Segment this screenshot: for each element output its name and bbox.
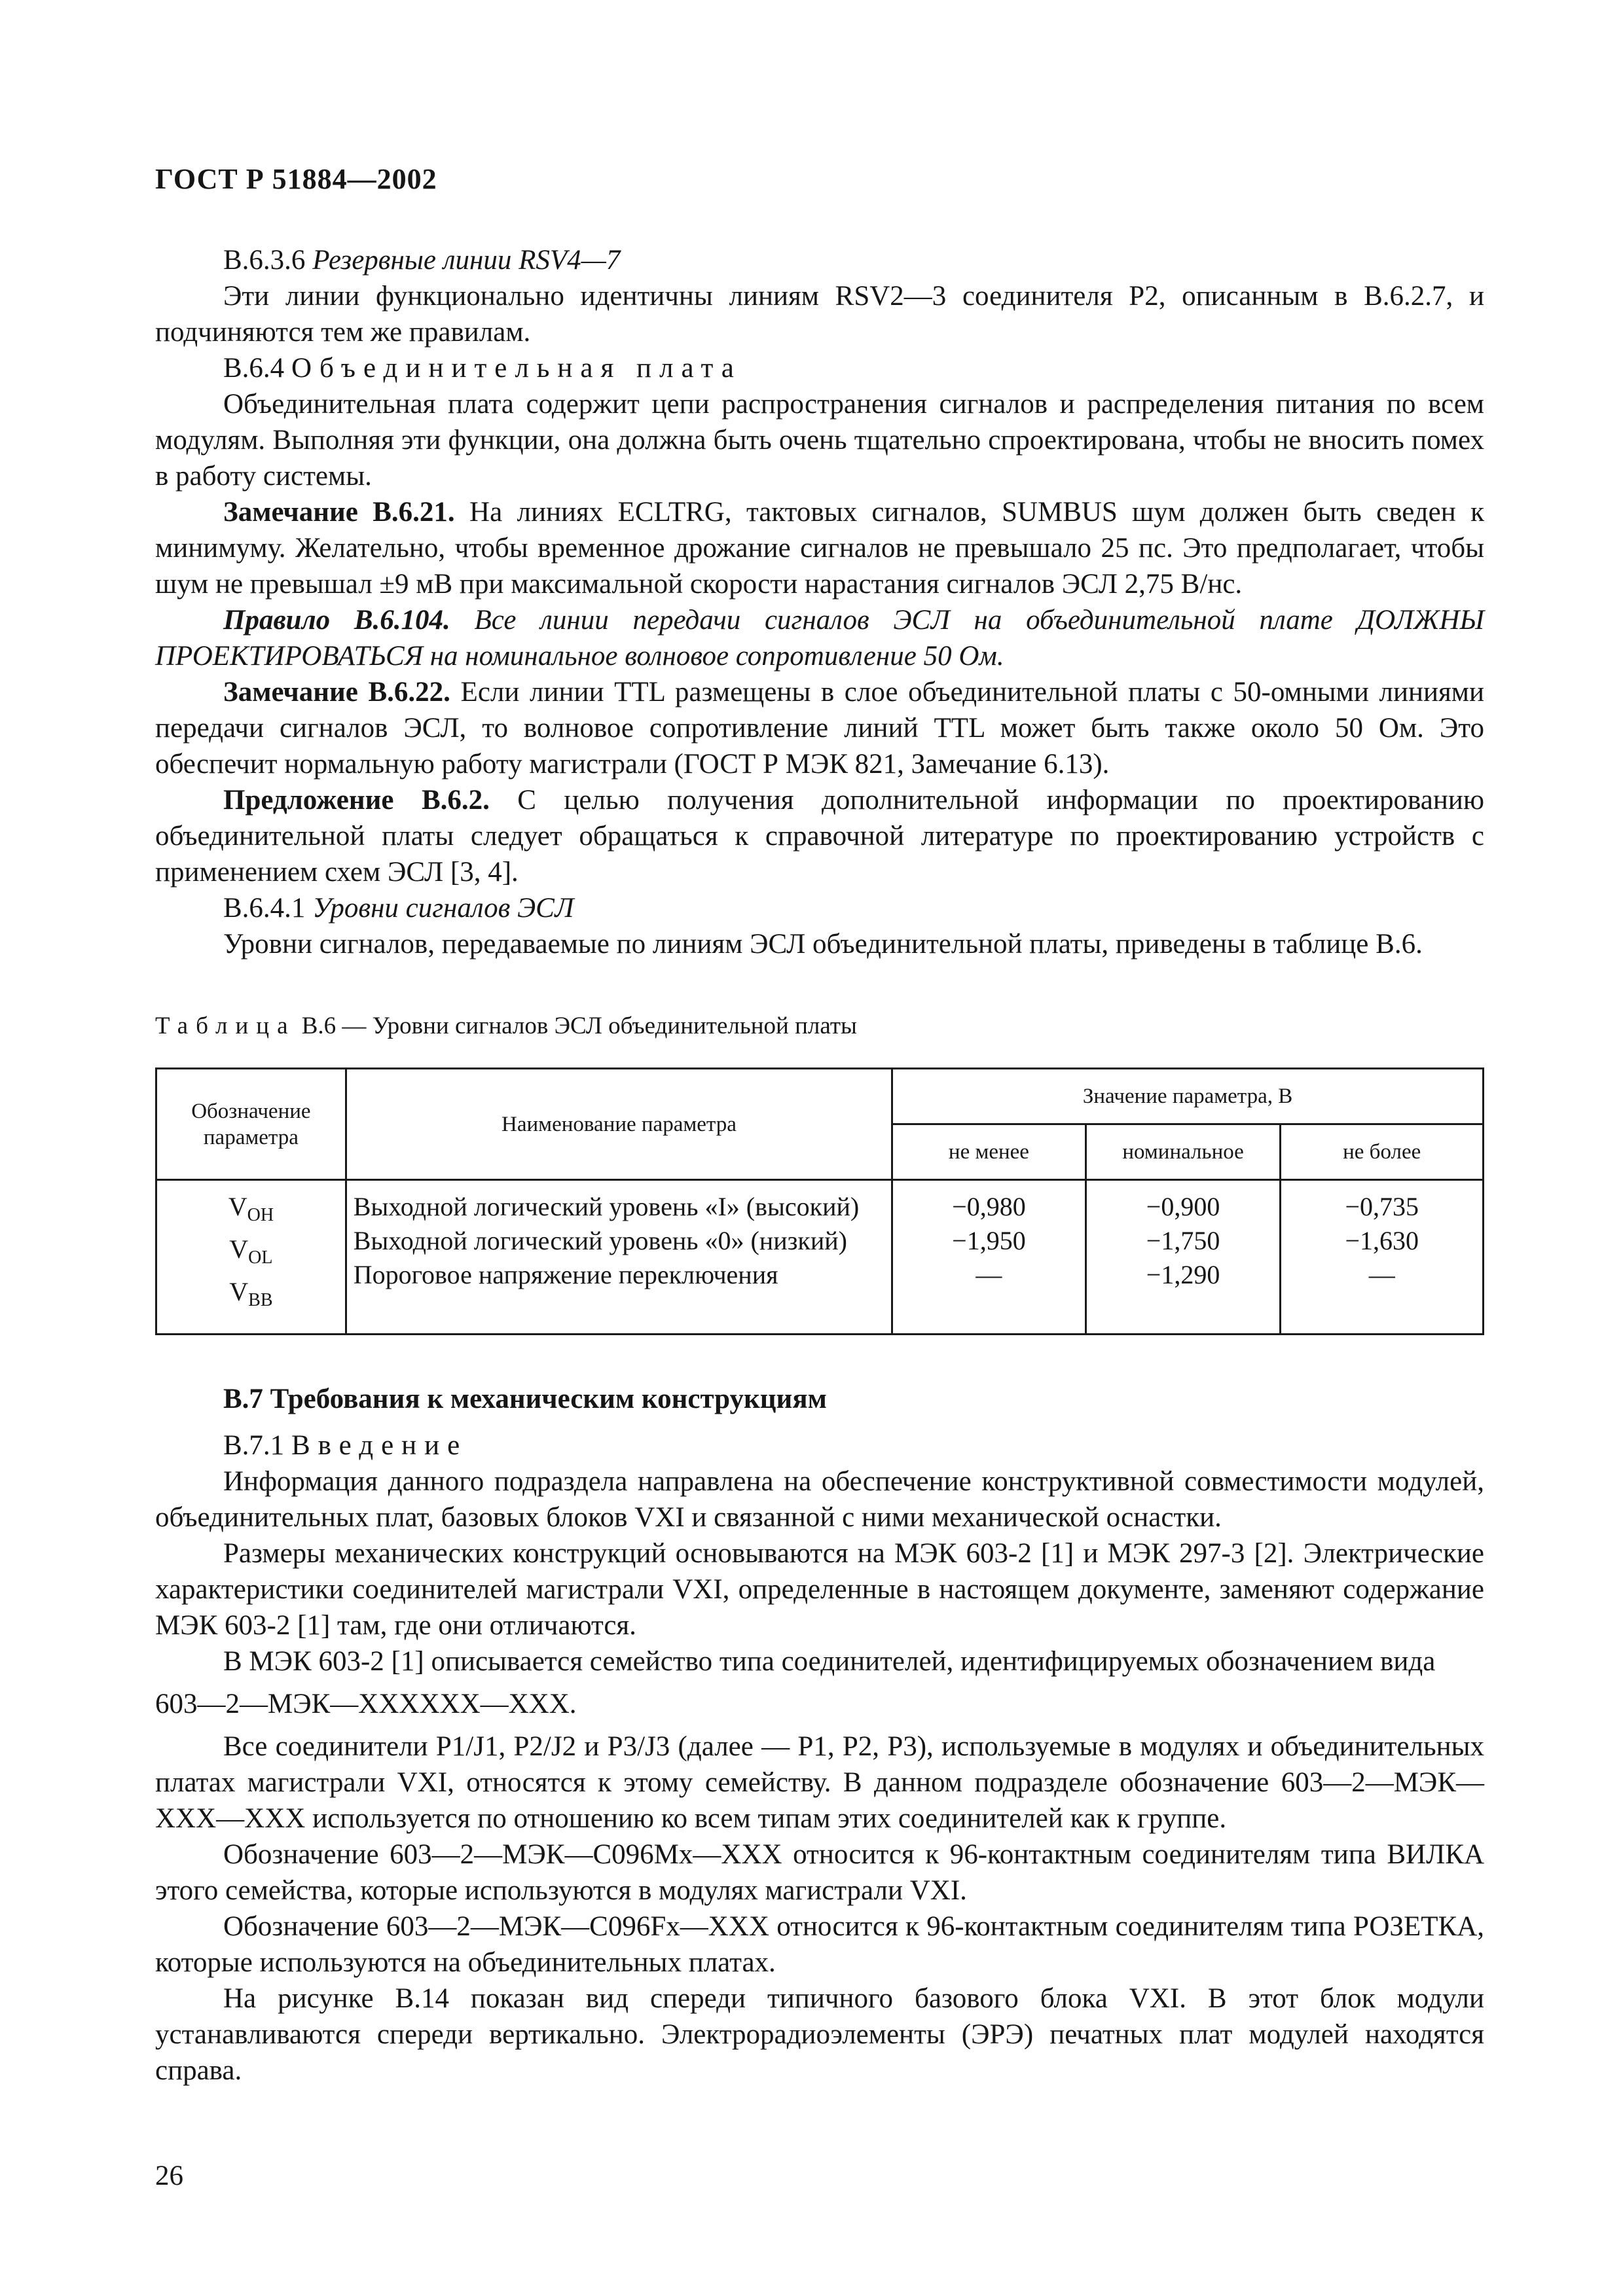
paragraph: Обозначение 603—2—МЭК—C096Fx—XXX относится к 96-контактным соединителям типа РОЗЕТКА, которые используются на объединительных платах. bbox=[155, 1911, 1484, 1978]
paragraph: Все соединители P1/J1, P2/J2 и P3/J3 (далее — P1, P2, P3), используемые в модулях и объединительных платах магистрали VXI, относятся к этому семейству. В данном подразделе обозначение 603—2—МЭК—XXX—XXX используется по отношению ко всем типам этих соединителей как к группе. bbox=[155, 1731, 1484, 1834]
rule-text: Все линии передачи сигналов ЭСЛ на объединительной плате ДОЛЖНЫ ПРОЕКТИРОВАТЬСЯ на номинальное волновое сопротивление 50 Ом. bbox=[155, 605, 1485, 672]
rule-paragraph bbox=[155, 602, 1484, 674]
subsection-title: Объединительная плата bbox=[291, 353, 742, 384]
symbol-vbb: $V_{BB}$ bbox=[229, 1277, 273, 1310]
subsection-heading bbox=[155, 242, 1484, 278]
paragraph: На рисунке В.14 показан вид спереди типичного базового блока VXI. В этот блок модули устанавливаются спереди вертикально. Электрорадиоэлементы (ЭРЭ) печатных плат модулей находятся справа. bbox=[155, 1983, 1484, 2086]
table-caption bbox=[155, 1008, 1484, 1044]
paragraph: Размеры механических конструкций основываются на МЭК 603-2 [1] и МЭК 297-3 [2]. Электрические характеристики соединителей магистрали VXI, определенные в настоящем документе, заменяют содержание МЭК 603-2 [1] там, где они отличаются. bbox=[155, 1538, 1484, 1641]
note-paragraph bbox=[155, 494, 1484, 602]
table-header-max: не более bbox=[1281, 1124, 1484, 1180]
subsection-number: В.7.1 bbox=[223, 1430, 285, 1461]
document-header: ГОСТ Р 51884—2002 bbox=[155, 163, 437, 195]
note-label: Замечание В.6.21. bbox=[223, 497, 455, 528]
table-header-nom: номинальное bbox=[1085, 1124, 1281, 1180]
subsection-heading bbox=[155, 890, 1484, 926]
table-header-value: Значение параметра, В bbox=[892, 1069, 1484, 1124]
table-caption-word: Таблица bbox=[155, 1013, 296, 1039]
table-header-symbol: Обозначение параметра bbox=[156, 1069, 346, 1180]
symbol-vol: $V_{OL}$ bbox=[229, 1234, 273, 1268]
paragraph: Объединительная плата содержит цепи распространения сигналов и распределения питания по всем модулям. Выполняя эти функции, она должна быть очень тщательно спроектирована, чтобы не вносить помех в работу системы. bbox=[155, 389, 1484, 492]
table-cell-symbols bbox=[156, 1180, 346, 1335]
note-text: Если линии TTL размещены в слое объединительной платы с 50-омными линиями передачи сигналов ЭСЛ, то волновое сопротивление линий TTL может быть также около 50 Ом. Это обеспечит нормальную работу магистрали (ГОСТ Р МЭК 821, Замечание 6.13). bbox=[155, 677, 1484, 780]
paragraph: Информация данного подраздела направлена на обеспечение конструктивной совместимости модулей, объединительных плат, базовых блоков VXI и связанной с ними механической оснастки. bbox=[155, 1466, 1484, 1533]
paragraph: Обозначение 603—2—МЭК—C096Mx—XXX относится к 96-контактным соединителям типа ВИЛКА этого семейства, которые используются в модулях магистрали VXI. bbox=[155, 1839, 1484, 1906]
table-cell-names: Выходной логический уровень «I» (высокий) Выходной логический уровень «0» (низкий) Пороговое напряжение переключения bbox=[346, 1180, 892, 1335]
subsection-heading bbox=[155, 1427, 1484, 1463]
rule-label: Правило В.6.104. bbox=[223, 605, 450, 636]
paragraph: Эти линии функционально идентичны линиям RSV2—3 соединителя Р2, описанным в В.6.2.7, и подчиняются тем же правилам. bbox=[155, 281, 1484, 348]
subsection-number: В.6.4.1 bbox=[223, 893, 306, 924]
note-label: Замечание В.6.22. bbox=[223, 677, 450, 708]
page-number: 26 bbox=[155, 2161, 183, 2191]
subsection-number: В.6.3.6 bbox=[223, 245, 306, 276]
subsection-heading bbox=[155, 350, 1484, 386]
designation-formula: 603—2—МЭК—XXXXXX—XXX. bbox=[155, 1689, 577, 1719]
subsection-number: В.6.4 bbox=[223, 353, 285, 384]
document-body bbox=[155, 242, 1484, 2089]
symbol-voh: $V_{OH}$ bbox=[228, 1192, 274, 1225]
signal-levels-table bbox=[155, 1067, 1484, 1335]
subsection-title: Резервные линии RSV4—7 bbox=[312, 245, 621, 276]
table-header-min: не менее bbox=[892, 1124, 1086, 1180]
table-caption-text: В.6 — Уровни сигналов ЭСЛ объединительной платы bbox=[295, 1013, 857, 1039]
table-cell-min: −0,980 −1,950 — bbox=[892, 1180, 1086, 1335]
note-paragraph bbox=[155, 674, 1484, 782]
table-cell-nom: −0,900 −1,750 −1,290 bbox=[1085, 1180, 1281, 1335]
table-cell-max: −0,735 −1,630 — bbox=[1281, 1180, 1484, 1335]
note-text: На линиях ECLTRG, тактовых сигналов, SUMBUS шум должен быть сведен к минимуму. Желательно, чтобы временное дрожание сигналов не превышало 25 пс. Это предполагает, чтобы шум не превышал ±9 мВ при максимальной скорости нарастания сигналов ЭСЛ 2,75 В/нс. bbox=[155, 497, 1484, 600]
table-header-name: Наименование параметра bbox=[346, 1069, 892, 1180]
suggestion-label: Предложение В.6.2. bbox=[223, 785, 490, 816]
paragraph: В МЭК 603-2 [1] описывается семейство типа соединителей, идентифицируемых обозначением вида bbox=[223, 1646, 1436, 1677]
subsection-title: Уровни сигналов ЭСЛ bbox=[312, 893, 574, 924]
suggestion-paragraph bbox=[155, 782, 1484, 890]
suggestion-text: С целью получения дополнительной информации по проектированию объединительной платы следует обращаться к справочной литературе по проектированию устройств с применением схем ЭСЛ [3, 4]. bbox=[155, 785, 1484, 888]
section-heading: В.7 Требования к механическим конструкциям bbox=[223, 1384, 827, 1414]
paragraph: Уровни сигналов, передаваемые по линиям ЭСЛ объединительной платы, приведены в таблице В.6. bbox=[223, 929, 1423, 960]
subsection-title: Введение bbox=[291, 1430, 468, 1461]
